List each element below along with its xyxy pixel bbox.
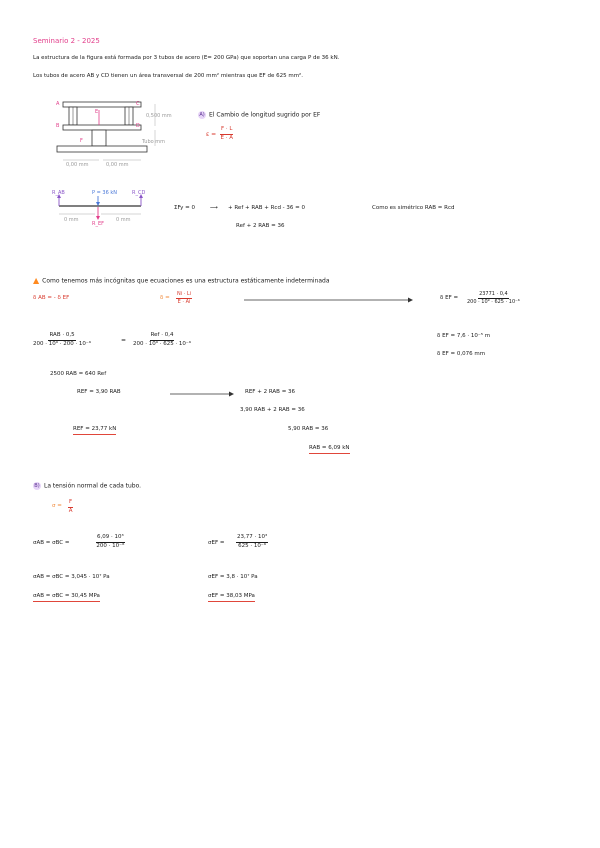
compat-relation: δ AB = - δ EF [33,295,70,301]
label-a: A [56,101,60,107]
part-a-heading: A) El Cambio de longitud sugrido por EF [199,111,321,119]
label-f: F [80,138,83,144]
symmetry-note: Como es simétrico RAB = Rcd [372,205,455,211]
sigma-ef-final: σEF = 38,03 MPa [208,594,255,602]
fbd-right-force: R_CD [132,190,146,196]
sigma-ab-lhs: σAB = σBC = [33,540,70,546]
statement-line-1: La estructura de la figura está formada por 3 tubos de acero (E= 200 GPa) que soportan una carga P de 36 kN. [33,55,340,61]
delta-ef-result-mm: δ EF = 0,076 mm [437,351,486,357]
sigma-ab-result-pa: σAB = σBC = 3,045 · 10⁷ Pa [33,574,110,580]
statement-line-2: Los tubos de acero AB y CD tienen un área transversal de 200 mm² mientras que EF de 625 mm². [33,73,304,79]
solve-step-2: REF = 3,90 RAB [77,389,121,395]
label-b: B [56,123,60,129]
solve-arrow [170,391,235,397]
warning-icon: ▲ [33,276,40,285]
delta-ef-lhs: δ EF = [440,295,459,301]
strain-formula: $\frac{F \cdot L}{E \cdot A}$ [220,126,233,141]
equilibrium-sum: ΣFy = 0 [174,205,195,211]
delta-ef-fraction: $\frac{23771 \cdot 0,4}{\text{200 · 10⁹ · 625 · 10⁻⁶}}$ [467,291,520,305]
sigma-ab-fraction: $\frac{\text{6,09 · 10³}}{\text{200 · 10⁻⁶}}$ [96,534,125,549]
part-b-badge: B) [34,483,40,489]
dim-right-label: Tubo mm [142,139,166,145]
label-d: D [136,123,140,129]
part-a-badge: A) [199,112,205,118]
solve-step-3: REF + 2 RAB = 36 [245,389,296,395]
solve-step-1: 2500 RAB = 640 Ref [50,371,107,377]
fbd-left-force: R_AB [52,190,65,196]
deformation-formula-lhs: δ = [160,295,170,301]
fbd-center-force: P = 36 kN [92,190,117,196]
sigma-ef-result-pa: σEF = 3,8 · 10⁷ Pa [208,574,258,580]
page-title: Seminario 2 - 2025 [33,37,100,45]
equilibrium-arrow: ⟶ [210,205,218,211]
equilibrium-eq1: + Ref + RAB + Rcd - 36 = 0 [228,205,306,211]
sigma-ab-final: σAB = σBC = 30,45 MPa [33,594,100,602]
equilibrium-eq2: Ref + 2 RAB = 36 [236,223,285,229]
stress-formula-lhs: σ = [52,503,62,509]
sigma-ef-lhs: σEF = [208,540,225,546]
solve-step-5: 5,90 RAB = 36 [288,426,329,432]
fbd-dim-left: 0 mm [64,217,79,223]
compat-left-fraction: RAB · 0,5 200 · 10⁹ · 200 · 10⁻⁶ [33,332,92,347]
solve-step-4: 3,90 RAB + 2 RAB = 36 [240,407,305,413]
dim-bottom-right-label: 0,00 mm [106,162,129,168]
strain-formula-lhs: ε = [206,131,217,138]
compat-right-fraction: Ref · 0,4 200 · 10⁹ · 625 · 10⁻⁶ [133,332,192,347]
fbd-dim-right: 0 mm [116,217,131,223]
rab-result: RAB = 6,09 kN [309,446,350,454]
part-b-heading: B) La tensión normal de cada tubo. [34,482,142,490]
dim-bottom-left-label: 0,00 mm [66,162,89,168]
fbd-bottom-force: R_EF [92,221,105,227]
ref-result: REF = 23,77 kN [73,427,116,435]
indeterminate-note: ▲ Como tenemos más incógnitas que ecuaciones es una estructura estáticamente indeterminada [33,276,330,285]
long-arrow [244,297,414,303]
sigma-ef-fraction: $\frac{\text{23,77 · 10³}}{\text{625 · 10⁻⁶}}$ [237,534,268,549]
label-e: E [95,109,99,115]
compat-equals: = [121,337,127,344]
deformation-formula: $\frac{Ni \cdot Li}{E \cdot Ai}$ [177,291,192,305]
label-c: C [136,101,140,107]
stress-formula: $\frac{F}{A}$ [68,499,73,514]
delta-ef-result-m: δ EF = 7,6 · 10⁻⁵ m [437,333,491,339]
dim-top-label: 0,500 mm [146,113,172,119]
